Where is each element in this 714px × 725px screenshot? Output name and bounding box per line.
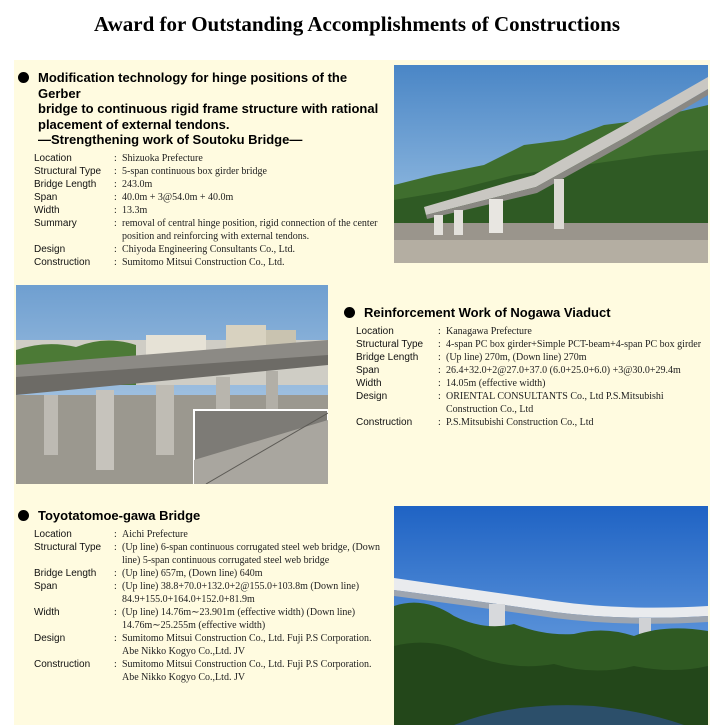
spec-row	[34, 567, 384, 580]
bridge-photo-image	[394, 65, 708, 263]
spec-row	[34, 243, 384, 256]
spec-value: : Chiyoda Engineering Consultants Co., Ltd.	[114, 243, 296, 255]
spec-value: : 14.05m (effective width)	[438, 377, 546, 389]
spec-value: : 13.3m	[114, 204, 148, 216]
spec-label: Span	[356, 364, 380, 376]
spec-label: Location	[34, 528, 72, 540]
project-soutoku	[16, 70, 386, 269]
spec-label: Structural Type	[34, 541, 102, 553]
spec-row	[34, 580, 384, 606]
spec-label: Bridge Length	[34, 567, 97, 579]
heading-line: bridge to continuous rigid frame structure with rational	[38, 101, 379, 116]
spec-row	[356, 416, 704, 429]
spec-value: : Sumitomo Mitsui Construction Co., Ltd. Fuji P.S Corporation. Abe Nikko Kogyo Co.,Ltd. JV	[114, 632, 372, 657]
spec-row	[356, 325, 704, 338]
spec-label: Design	[34, 243, 66, 255]
spec-label: Construction	[34, 658, 91, 670]
spec-label: Width	[356, 377, 382, 389]
spec-value: : ORIENTAL CONSULTANTS Co., Ltd P.S.Mitsubishi Construction Co., Ltd	[438, 390, 664, 415]
spec-table	[34, 528, 384, 684]
spec-value: : Sumitomo Mitsui Construction Co., Ltd.	[114, 256, 285, 268]
spec-row	[34, 528, 384, 541]
photo-nogawa-viaduct	[16, 285, 328, 484]
spec-label: Construction	[356, 416, 413, 428]
spec-row	[356, 364, 704, 377]
spec-row	[34, 191, 384, 204]
page-title: Award for Outstanding Accomplishments of Constructions	[93, 12, 620, 36]
spec-row	[34, 606, 384, 632]
heading-line: Modification technology for hinge positions of the Gerber	[38, 70, 348, 101]
spec-row	[356, 351, 704, 364]
viaduct-photo-image	[16, 285, 328, 484]
heading-line: Reinforcement Work of Nogawa Viaduct	[364, 305, 611, 320]
spec-value: : 26.4+32.0+2@27.0+37.0 (6.0+25.0+6.0) +3@30.0+29.4m	[438, 364, 681, 376]
spec-value: : P.S.Mitsubishi Construction Co., Ltd	[438, 416, 594, 428]
spec-row	[34, 632, 384, 658]
spec-label: Width	[34, 204, 60, 216]
spec-label: Span	[34, 191, 58, 203]
spec-row	[34, 152, 384, 165]
spec-row	[34, 204, 384, 217]
project-heading	[16, 70, 386, 148]
spec-value: : removal of central hinge position, rigid connection of the center position and reinforcing with external tendons.	[114, 217, 378, 242]
spec-value: : Shizuoka Prefecture	[114, 152, 203, 164]
spec-row	[356, 390, 704, 416]
project-toyotatomoe	[16, 508, 386, 684]
spec-label: Construction	[34, 256, 91, 268]
spec-label: Width	[34, 606, 60, 618]
spec-label: Structural Type	[34, 165, 102, 177]
spec-row	[34, 165, 384, 178]
spec-value: : Aichi Prefecture	[114, 528, 188, 540]
spec-label: Summary	[34, 217, 77, 229]
heading-line: Toyotatomoe-gawa Bridge	[38, 508, 201, 523]
spec-value: : (Up line) 6-span continuous corrugated steel web bridge, (Down line) 5-span continuous corrugated steel web bridge	[114, 541, 380, 566]
spec-value: : 243.0m	[114, 178, 153, 190]
bullet-icon	[18, 72, 29, 83]
spec-row	[34, 541, 384, 567]
spec-row	[34, 256, 384, 269]
spec-value: : (Up line) 270m, (Down line) 270m	[438, 351, 587, 363]
photo-soutoku-bridge	[394, 65, 708, 263]
spec-value: : 40.0m + 3@54.0m + 40.0m	[114, 191, 234, 203]
spec-label: Structural Type	[356, 338, 424, 350]
spec-value: : (Up line) 657m, (Down line) 640m	[114, 567, 263, 579]
spec-value: : 4-span PC box girder+Simple PCT-beam+4-span PC box girder	[438, 338, 702, 350]
bullet-icon	[18, 510, 29, 521]
spec-row	[34, 178, 384, 191]
spec-value: : Kanagawa Prefecture	[438, 325, 532, 337]
spec-value: : (Up line) 38.8+70.0+132.0+2@155.0+103.8m (Down line) 84.9+155.0+164.0+152.0+81.9m	[114, 580, 360, 605]
project-nogawa	[342, 305, 704, 429]
heading-line: —Strengthening work of Soutoku Bridge—	[38, 132, 303, 147]
bridge-photo-image	[394, 506, 708, 725]
spec-label: Location	[356, 325, 394, 337]
spec-label: Design	[356, 390, 388, 402]
bullet-icon	[344, 307, 355, 318]
spec-value: : (Up line) 14.76m∼23.901m (effective width) (Down line) 14.76m∼25.255m (effective width)	[114, 606, 356, 631]
spec-table	[34, 152, 384, 269]
spec-row	[356, 377, 704, 390]
spec-label: Bridge Length	[356, 351, 419, 363]
content-panel	[14, 60, 710, 725]
spec-table	[356, 325, 704, 429]
heading-line: placement of external tendons.	[38, 116, 230, 132]
spec-label: Span	[34, 580, 58, 592]
spec-label: Location	[34, 152, 72, 164]
spec-value: : Sumitomo Mitsui Construction Co., Ltd. Fuji P.S Corporation. Abe Nikko Kogyo Co.,Ltd. JV	[114, 658, 372, 683]
project-heading	[16, 508, 386, 524]
photo-toyotatomoe-bridge	[394, 506, 708, 725]
spec-value: : 5-span continuous box girder bridge	[114, 165, 267, 177]
spec-row	[356, 338, 704, 351]
spec-label: Design	[34, 632, 66, 644]
spec-label: Bridge Length	[34, 178, 97, 190]
project-heading	[342, 305, 704, 321]
spec-row	[34, 217, 384, 243]
spec-row	[34, 658, 384, 684]
